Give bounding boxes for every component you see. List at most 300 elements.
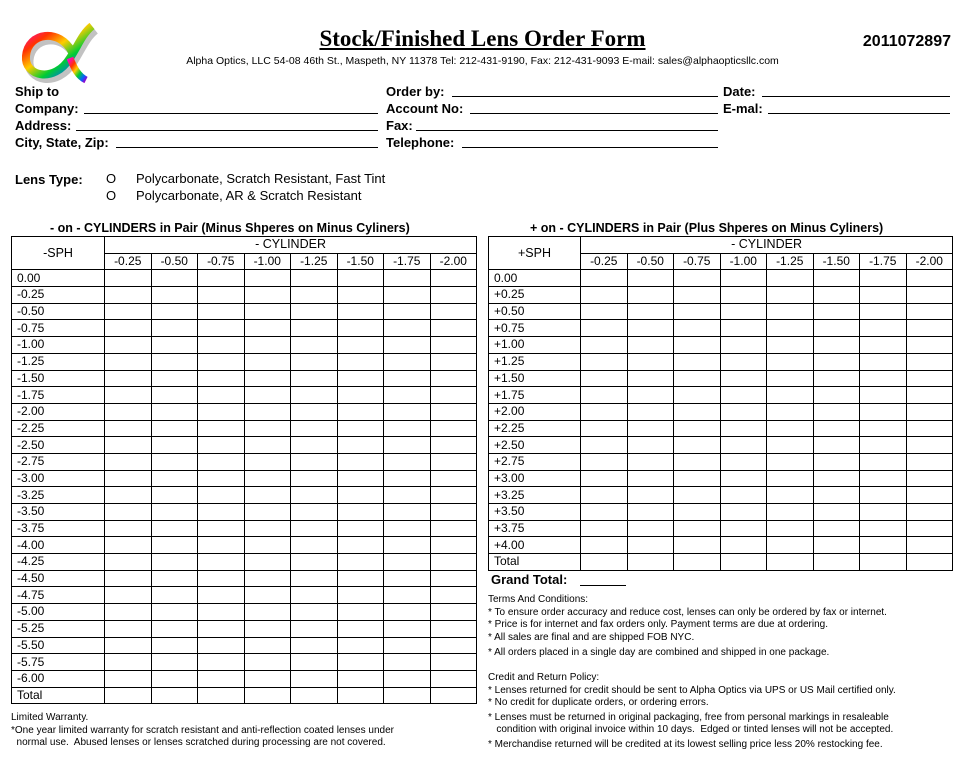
quantity-cell[interactable]	[674, 437, 721, 454]
quantity-cell[interactable]	[244, 287, 291, 304]
quantity-cell[interactable]	[198, 337, 245, 354]
quantity-cell[interactable]	[627, 437, 674, 454]
quantity-cell[interactable]	[105, 370, 152, 387]
quantity-cell[interactable]	[198, 453, 245, 470]
quantity-cell[interactable]	[337, 670, 384, 687]
quantity-cell[interactable]	[674, 520, 721, 537]
quantity-cell[interactable]	[291, 670, 338, 687]
quantity-cell[interactable]	[105, 570, 152, 587]
quantity-cell[interactable]	[384, 337, 431, 354]
quantity-cell[interactable]	[627, 487, 674, 504]
quantity-cell[interactable]	[384, 437, 431, 454]
quantity-cell[interactable]	[906, 437, 953, 454]
quantity-cell[interactable]	[430, 453, 477, 470]
quantity-cell[interactable]	[767, 303, 814, 320]
quantity-cell[interactable]	[767, 504, 814, 521]
quantity-cell[interactable]	[291, 287, 338, 304]
quantity-cell[interactable]	[674, 487, 721, 504]
quantity-cell[interactable]	[337, 654, 384, 671]
quantity-cell[interactable]	[860, 387, 907, 404]
quantity-cell[interactable]	[720, 353, 767, 370]
quantity-cell[interactable]	[151, 687, 198, 704]
quantity-cell[interactable]	[291, 420, 338, 437]
quantity-cell[interactable]	[767, 320, 814, 337]
quantity-cell[interactable]	[198, 520, 245, 537]
quantity-cell[interactable]	[151, 537, 198, 554]
quantity-cell[interactable]	[906, 387, 953, 404]
quantity-cell[interactable]	[906, 537, 953, 554]
quantity-cell[interactable]	[767, 554, 814, 571]
quantity-cell[interactable]	[674, 353, 721, 370]
quantity-cell[interactable]	[627, 387, 674, 404]
quantity-cell[interactable]	[337, 270, 384, 287]
quantity-cell[interactable]	[291, 687, 338, 704]
quantity-cell[interactable]	[151, 670, 198, 687]
quantity-cell[interactable]	[105, 420, 152, 437]
quantity-cell[interactable]	[906, 487, 953, 504]
quantity-cell[interactable]	[720, 537, 767, 554]
quantity-cell[interactable]	[244, 470, 291, 487]
quantity-cell[interactable]	[337, 320, 384, 337]
quantity-cell[interactable]	[105, 437, 152, 454]
quantity-cell[interactable]	[627, 420, 674, 437]
quantity-cell[interactable]	[244, 487, 291, 504]
quantity-cell[interactable]	[244, 270, 291, 287]
quantity-cell[interactable]	[198, 287, 245, 304]
quantity-cell[interactable]	[627, 270, 674, 287]
quantity-cell[interactable]	[430, 570, 477, 587]
quantity-cell[interactable]	[198, 670, 245, 687]
quantity-cell[interactable]	[198, 504, 245, 521]
quantity-cell[interactable]	[291, 570, 338, 587]
quantity-cell[interactable]	[105, 620, 152, 637]
quantity-cell[interactable]	[581, 420, 628, 437]
quantity-cell[interactable]	[384, 370, 431, 387]
quantity-cell[interactable]	[860, 453, 907, 470]
quantity-cell[interactable]	[430, 654, 477, 671]
quantity-cell[interactable]	[291, 520, 338, 537]
quantity-cell[interactable]	[151, 554, 198, 571]
quantity-cell[interactable]	[674, 303, 721, 320]
city-state-zip-field[interactable]	[116, 136, 378, 148]
quantity-cell[interactable]	[151, 387, 198, 404]
quantity-cell[interactable]	[291, 403, 338, 420]
quantity-cell[interactable]	[244, 554, 291, 571]
quantity-cell[interactable]	[105, 470, 152, 487]
quantity-cell[interactable]	[337, 487, 384, 504]
quantity-cell[interactable]	[151, 303, 198, 320]
quantity-cell[interactable]	[244, 587, 291, 604]
quantity-cell[interactable]	[627, 453, 674, 470]
quantity-cell[interactable]	[906, 353, 953, 370]
quantity-cell[interactable]	[337, 687, 384, 704]
quantity-cell[interactable]	[430, 287, 477, 304]
quantity-cell[interactable]	[244, 570, 291, 587]
quantity-cell[interactable]	[674, 270, 721, 287]
quantity-cell[interactable]	[720, 270, 767, 287]
quantity-cell[interactable]	[767, 287, 814, 304]
quantity-cell[interactable]	[430, 520, 477, 537]
quantity-cell[interactable]	[627, 303, 674, 320]
quantity-cell[interactable]	[151, 353, 198, 370]
quantity-cell[interactable]	[813, 487, 860, 504]
quantity-cell[interactable]	[384, 420, 431, 437]
quantity-cell[interactable]	[105, 320, 152, 337]
quantity-cell[interactable]	[860, 504, 907, 521]
quantity-cell[interactable]	[337, 637, 384, 654]
quantity-cell[interactable]	[337, 587, 384, 604]
quantity-cell[interactable]	[105, 303, 152, 320]
quantity-cell[interactable]	[384, 270, 431, 287]
quantity-cell[interactable]	[151, 637, 198, 654]
quantity-cell[interactable]	[674, 403, 721, 420]
quantity-cell[interactable]	[291, 537, 338, 554]
email-field[interactable]	[768, 102, 950, 114]
quantity-cell[interactable]	[860, 287, 907, 304]
quantity-cell[interactable]	[151, 604, 198, 621]
quantity-cell[interactable]	[813, 353, 860, 370]
quantity-cell[interactable]	[430, 420, 477, 437]
quantity-cell[interactable]	[151, 570, 198, 587]
quantity-cell[interactable]	[244, 370, 291, 387]
quantity-cell[interactable]	[105, 287, 152, 304]
quantity-cell[interactable]	[105, 604, 152, 621]
quantity-cell[interactable]	[767, 520, 814, 537]
quantity-cell[interactable]	[384, 287, 431, 304]
quantity-cell[interactable]	[198, 353, 245, 370]
quantity-cell[interactable]	[105, 403, 152, 420]
date-field[interactable]	[762, 85, 950, 97]
quantity-cell[interactable]	[105, 687, 152, 704]
quantity-cell[interactable]	[151, 403, 198, 420]
quantity-cell[interactable]	[430, 637, 477, 654]
quantity-cell[interactable]	[291, 353, 338, 370]
quantity-cell[interactable]	[291, 320, 338, 337]
quantity-cell[interactable]	[581, 437, 628, 454]
quantity-cell[interactable]	[767, 387, 814, 404]
quantity-cell[interactable]	[291, 453, 338, 470]
quantity-cell[interactable]	[430, 403, 477, 420]
quantity-cell[interactable]	[906, 520, 953, 537]
quantity-cell[interactable]	[674, 370, 721, 387]
quantity-cell[interactable]	[291, 337, 338, 354]
telephone-field[interactable]	[462, 136, 718, 148]
quantity-cell[interactable]	[906, 320, 953, 337]
quantity-cell[interactable]	[198, 437, 245, 454]
quantity-cell[interactable]	[198, 687, 245, 704]
radio-icon[interactable]: O	[106, 188, 117, 203]
quantity-cell[interactable]	[430, 604, 477, 621]
quantity-cell[interactable]	[581, 337, 628, 354]
quantity-cell[interactable]	[813, 537, 860, 554]
quantity-cell[interactable]	[813, 437, 860, 454]
address-field[interactable]	[76, 119, 378, 131]
quantity-cell[interactable]	[151, 504, 198, 521]
quantity-cell[interactable]	[291, 387, 338, 404]
quantity-cell[interactable]	[198, 654, 245, 671]
quantity-cell[interactable]	[813, 520, 860, 537]
quantity-cell[interactable]	[720, 453, 767, 470]
radio-icon[interactable]: O	[106, 171, 117, 186]
quantity-cell[interactable]	[244, 420, 291, 437]
quantity-cell[interactable]	[337, 570, 384, 587]
quantity-cell[interactable]	[105, 487, 152, 504]
quantity-cell[interactable]	[813, 337, 860, 354]
quantity-cell[interactable]	[430, 353, 477, 370]
quantity-cell[interactable]	[581, 320, 628, 337]
fax-field[interactable]	[416, 119, 718, 131]
quantity-cell[interactable]	[906, 370, 953, 387]
quantity-cell[interactable]	[627, 504, 674, 521]
quantity-cell[interactable]	[627, 353, 674, 370]
quantity-cell[interactable]	[198, 570, 245, 587]
quantity-cell[interactable]	[430, 437, 477, 454]
quantity-cell[interactable]	[105, 504, 152, 521]
quantity-cell[interactable]	[291, 437, 338, 454]
quantity-cell[interactable]	[384, 403, 431, 420]
quantity-cell[interactable]	[627, 520, 674, 537]
quantity-cell[interactable]	[767, 337, 814, 354]
quantity-cell[interactable]	[813, 453, 860, 470]
quantity-cell[interactable]	[151, 453, 198, 470]
quantity-cell[interactable]	[581, 403, 628, 420]
quantity-cell[interactable]	[198, 303, 245, 320]
quantity-cell[interactable]	[674, 287, 721, 304]
quantity-cell[interactable]	[581, 387, 628, 404]
quantity-cell[interactable]	[581, 504, 628, 521]
quantity-cell[interactable]	[151, 487, 198, 504]
quantity-cell[interactable]	[384, 620, 431, 637]
quantity-cell[interactable]	[337, 537, 384, 554]
quantity-cell[interactable]	[430, 504, 477, 521]
quantity-cell[interactable]	[337, 604, 384, 621]
quantity-cell[interactable]	[860, 487, 907, 504]
quantity-cell[interactable]	[198, 320, 245, 337]
quantity-cell[interactable]	[767, 437, 814, 454]
quantity-cell[interactable]	[627, 554, 674, 571]
quantity-cell[interactable]	[291, 487, 338, 504]
quantity-cell[interactable]	[151, 620, 198, 637]
quantity-cell[interactable]	[337, 554, 384, 571]
quantity-cell[interactable]	[860, 403, 907, 420]
quantity-cell[interactable]	[291, 270, 338, 287]
quantity-cell[interactable]	[337, 437, 384, 454]
quantity-cell[interactable]	[105, 537, 152, 554]
quantity-cell[interactable]	[813, 504, 860, 521]
quantity-cell[interactable]	[337, 504, 384, 521]
order-by-field[interactable]	[452, 85, 718, 97]
quantity-cell[interactable]	[906, 270, 953, 287]
quantity-cell[interactable]	[674, 470, 721, 487]
quantity-cell[interactable]	[720, 520, 767, 537]
quantity-cell[interactable]	[581, 537, 628, 554]
quantity-cell[interactable]	[860, 470, 907, 487]
quantity-cell[interactable]	[105, 387, 152, 404]
quantity-cell[interactable]	[767, 537, 814, 554]
quantity-cell[interactable]	[674, 504, 721, 521]
quantity-cell[interactable]	[430, 537, 477, 554]
quantity-cell[interactable]	[384, 353, 431, 370]
quantity-cell[interactable]	[151, 337, 198, 354]
quantity-cell[interactable]	[198, 270, 245, 287]
quantity-cell[interactable]	[860, 303, 907, 320]
quantity-cell[interactable]	[581, 353, 628, 370]
quantity-cell[interactable]	[337, 353, 384, 370]
quantity-cell[interactable]	[767, 487, 814, 504]
quantity-cell[interactable]	[906, 420, 953, 437]
quantity-cell[interactable]	[151, 437, 198, 454]
quantity-cell[interactable]	[813, 270, 860, 287]
quantity-cell[interactable]	[860, 554, 907, 571]
quantity-cell[interactable]	[198, 620, 245, 637]
quantity-cell[interactable]	[627, 537, 674, 554]
quantity-cell[interactable]	[337, 387, 384, 404]
quantity-cell[interactable]	[291, 604, 338, 621]
quantity-cell[interactable]	[581, 453, 628, 470]
quantity-cell[interactable]	[291, 303, 338, 320]
quantity-cell[interactable]	[720, 437, 767, 454]
lens-option-1[interactable]	[106, 171, 385, 186]
grand-total-field[interactable]	[580, 574, 626, 586]
quantity-cell[interactable]	[627, 337, 674, 354]
quantity-cell[interactable]	[720, 320, 767, 337]
quantity-cell[interactable]	[198, 637, 245, 654]
quantity-cell[interactable]	[244, 353, 291, 370]
quantity-cell[interactable]	[337, 620, 384, 637]
quantity-cell[interactable]	[198, 403, 245, 420]
quantity-cell[interactable]	[198, 604, 245, 621]
quantity-cell[interactable]	[244, 604, 291, 621]
company-field[interactable]	[84, 102, 378, 114]
quantity-cell[interactable]	[674, 537, 721, 554]
quantity-cell[interactable]	[674, 387, 721, 404]
quantity-cell[interactable]	[384, 670, 431, 687]
quantity-cell[interactable]	[906, 453, 953, 470]
quantity-cell[interactable]	[337, 287, 384, 304]
quantity-cell[interactable]	[767, 403, 814, 420]
quantity-cell[interactable]	[151, 420, 198, 437]
quantity-cell[interactable]	[384, 637, 431, 654]
quantity-cell[interactable]	[767, 420, 814, 437]
quantity-cell[interactable]	[720, 287, 767, 304]
quantity-cell[interactable]	[151, 270, 198, 287]
quantity-cell[interactable]	[906, 554, 953, 571]
quantity-cell[interactable]	[627, 287, 674, 304]
quantity-cell[interactable]	[906, 470, 953, 487]
quantity-cell[interactable]	[674, 554, 721, 571]
quantity-cell[interactable]	[430, 270, 477, 287]
quantity-cell[interactable]	[384, 387, 431, 404]
quantity-cell[interactable]	[906, 403, 953, 420]
quantity-cell[interactable]	[430, 370, 477, 387]
quantity-cell[interactable]	[384, 654, 431, 671]
quantity-cell[interactable]	[291, 620, 338, 637]
quantity-cell[interactable]	[244, 687, 291, 704]
quantity-cell[interactable]	[384, 604, 431, 621]
quantity-cell[interactable]	[674, 420, 721, 437]
quantity-cell[interactable]	[337, 520, 384, 537]
quantity-cell[interactable]	[291, 587, 338, 604]
quantity-cell[interactable]	[767, 470, 814, 487]
quantity-cell[interactable]	[720, 420, 767, 437]
quantity-cell[interactable]	[384, 537, 431, 554]
quantity-cell[interactable]	[860, 537, 907, 554]
quantity-cell[interactable]	[720, 370, 767, 387]
quantity-cell[interactable]	[906, 287, 953, 304]
quantity-cell[interactable]	[384, 303, 431, 320]
quantity-cell[interactable]	[813, 387, 860, 404]
quantity-cell[interactable]	[860, 420, 907, 437]
quantity-cell[interactable]	[151, 470, 198, 487]
quantity-cell[interactable]	[198, 537, 245, 554]
quantity-cell[interactable]	[337, 470, 384, 487]
quantity-cell[interactable]	[720, 337, 767, 354]
quantity-cell[interactable]	[337, 420, 384, 437]
lens-option-2[interactable]	[106, 188, 361, 203]
quantity-cell[interactable]	[151, 587, 198, 604]
quantity-cell[interactable]	[581, 520, 628, 537]
quantity-cell[interactable]	[105, 337, 152, 354]
quantity-cell[interactable]	[105, 637, 152, 654]
quantity-cell[interactable]	[720, 504, 767, 521]
quantity-cell[interactable]	[105, 270, 152, 287]
quantity-cell[interactable]	[151, 654, 198, 671]
quantity-cell[interactable]	[198, 387, 245, 404]
quantity-cell[interactable]	[198, 554, 245, 571]
quantity-cell[interactable]	[291, 504, 338, 521]
quantity-cell[interactable]	[581, 287, 628, 304]
quantity-cell[interactable]	[337, 303, 384, 320]
quantity-cell[interactable]	[105, 554, 152, 571]
quantity-cell[interactable]	[105, 670, 152, 687]
quantity-cell[interactable]	[291, 637, 338, 654]
quantity-cell[interactable]	[813, 303, 860, 320]
quantity-cell[interactable]	[244, 320, 291, 337]
quantity-cell[interactable]	[198, 470, 245, 487]
quantity-cell[interactable]	[244, 337, 291, 354]
quantity-cell[interactable]	[151, 370, 198, 387]
quantity-cell[interactable]	[151, 320, 198, 337]
quantity-cell[interactable]	[337, 403, 384, 420]
quantity-cell[interactable]	[720, 303, 767, 320]
quantity-cell[interactable]	[906, 504, 953, 521]
quantity-cell[interactable]	[813, 420, 860, 437]
quantity-cell[interactable]	[813, 287, 860, 304]
quantity-cell[interactable]	[674, 453, 721, 470]
quantity-cell[interactable]	[244, 453, 291, 470]
quantity-cell[interactable]	[244, 520, 291, 537]
quantity-cell[interactable]	[581, 303, 628, 320]
quantity-cell[interactable]	[720, 403, 767, 420]
quantity-cell[interactable]	[627, 370, 674, 387]
quantity-cell[interactable]	[674, 337, 721, 354]
quantity-cell[interactable]	[720, 470, 767, 487]
quantity-cell[interactable]	[767, 353, 814, 370]
quantity-cell[interactable]	[430, 320, 477, 337]
quantity-cell[interactable]	[105, 353, 152, 370]
quantity-cell[interactable]	[430, 337, 477, 354]
quantity-cell[interactable]	[384, 453, 431, 470]
quantity-cell[interactable]	[291, 654, 338, 671]
quantity-cell[interactable]	[244, 437, 291, 454]
quantity-cell[interactable]	[581, 270, 628, 287]
quantity-cell[interactable]	[767, 453, 814, 470]
quantity-cell[interactable]	[813, 320, 860, 337]
quantity-cell[interactable]	[860, 437, 907, 454]
quantity-cell[interactable]	[906, 303, 953, 320]
quantity-cell[interactable]	[581, 370, 628, 387]
quantity-cell[interactable]	[813, 554, 860, 571]
